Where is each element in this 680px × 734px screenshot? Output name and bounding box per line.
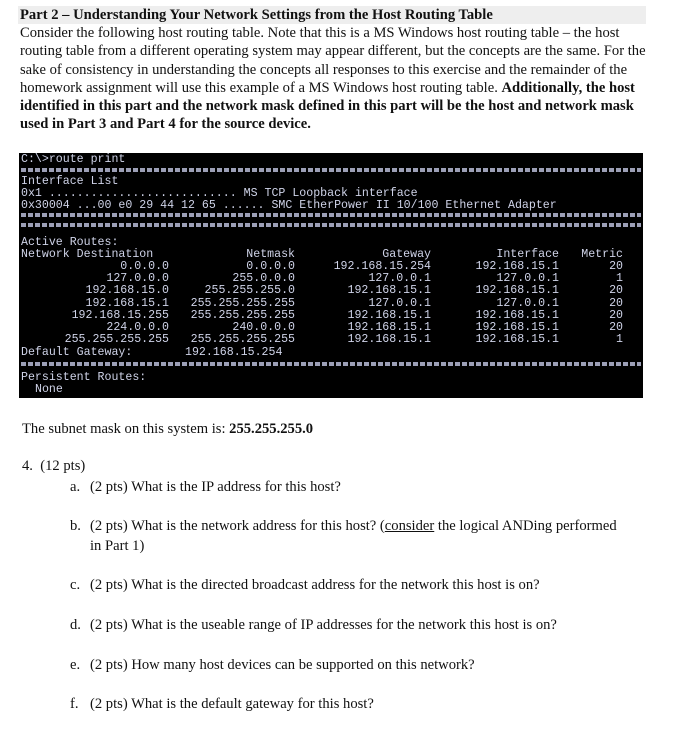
route-gateway-cell: 192.168.15.1 [347, 284, 431, 298]
interface-ethernet: 0x30004 ...00 e0 29 44 12 65 ...... SMC EtherPower II 10/100 Ethernet Adapter [21, 199, 557, 212]
header-destination: Network Destination [21, 248, 154, 261]
route-interface-cell: 192.168.15.1 [475, 308, 559, 322]
question-letter: e. [70, 657, 81, 673]
separator-line [21, 168, 641, 172]
route-interface-cell: 192.168.15.1 [475, 321, 559, 334]
route-gateway-cell: 192.168.15.254 [333, 260, 431, 273]
question-text [90, 516, 630, 556]
header-metric: Metric [581, 248, 623, 261]
route-metric-cell: 20 [609, 308, 623, 322]
section-title: Part 2 – Understanding Your Network Settings from the Host Routing Table [18, 6, 646, 24]
separator-line [21, 223, 641, 227]
question-text-part: (2 pts) What is the network address for this host? ( [90, 518, 385, 534]
intro-bold-text: Additionally, the host identified in this part and the network mask defined in this part will be the host and network mask used in Part 3 and Part 4 for the source device. [20, 79, 635, 133]
console-prompt: C:\>route print [21, 153, 126, 166]
active-routes-label: Active Routes: [21, 236, 119, 249]
question-letter: d. [70, 617, 81, 633]
route-metric-cell: 1 [616, 333, 623, 347]
persistent-routes-value: None [35, 383, 63, 396]
question-text: (2 pts) What is the directed broadcast address for the network this host is on? [90, 577, 540, 593]
route-interface-cell: 192.168.15.1 [475, 284, 559, 298]
route-netmask-cell: 255.255.255.255 [190, 333, 295, 347]
question-letter: f. [70, 696, 79, 712]
route-netmask-cell: 255.0.0.0 [232, 272, 295, 286]
route-netmask-cell: 0.0.0.0 [246, 260, 295, 273]
question-text-part: the logical ANDing performed in Part 1) [90, 518, 617, 554]
route-interface-cell: 127.0.0.1 [496, 296, 559, 310]
route-metric-cell: 20 [609, 296, 623, 310]
route-netmask-cell: 255.255.255.0 [204, 284, 295, 298]
route-netmask-cell: 255.255.255.255 [190, 308, 295, 322]
route-interface-cell: 127.0.0.1 [496, 272, 559, 286]
route-gateway-cell: 127.0.0.1 [368, 272, 431, 286]
route-interface-cell: 192.168.15.1 [475, 333, 559, 347]
separator-line [21, 362, 641, 366]
route-destination-cell: 255.255.255.255 [64, 333, 169, 347]
route-interface-cell: 192.168.15.1 [475, 260, 559, 273]
question-text: (2 pts) What is the IP address for this host? [90, 479, 341, 495]
route-destination-cell: 0.0.0.0 [120, 260, 169, 273]
header-netmask: Netmask [246, 248, 295, 261]
route-metric-cell: 20 [609, 260, 623, 273]
question-letter: b. [70, 518, 81, 534]
interface-list-label: Interface List [21, 175, 119, 188]
intro-paragraph [18, 24, 648, 133]
route-metric-cell: 20 [609, 321, 623, 334]
route-destination-cell: 224.0.0.0 [106, 321, 169, 334]
route-metric-cell: 1 [616, 272, 623, 286]
route-destination-cell: 192.168.15.255 [71, 308, 169, 322]
subnet-prefix: The subnet mask on this system is: [22, 421, 226, 437]
question-text: (2 pts) What is the default gateway for this host? [90, 696, 374, 712]
route-destination-cell: 192.168.15.1 [85, 296, 169, 310]
route-gateway-cell: 192.168.15.1 [347, 333, 431, 347]
default-gateway-value: 192.168.15.254 [185, 346, 283, 359]
document-body [18, 6, 648, 133]
separator-line [21, 213, 641, 217]
route-gateway-cell: 127.0.0.1 [368, 296, 431, 310]
persistent-routes-label: Persistent Routes: [21, 371, 147, 384]
header-gateway: Gateway [382, 248, 431, 261]
question-text: (2 pts) What is the useable range of IP addresses for the network this host is on? [90, 617, 557, 633]
route-print-console [19, 153, 643, 398]
route-destination-cell: 127.0.0.0 [106, 272, 169, 286]
underlined-word: consider [384, 518, 435, 534]
subnet-statement [22, 421, 313, 438]
header-interface: Interface [496, 248, 559, 261]
route-metric-cell: 20 [609, 284, 623, 298]
intro-plain-text: Consider the following host routing table. Note that this is a MS Windows host routing table – the host routing table from a different operating system may appear different, but the concepts are the same. For the sake of consistency in understanding the concepts all responses to this exercise and the remainder of the homework assignment will use this example of a MS Windows host routing table. [20, 25, 646, 96]
question-letter: a. [70, 479, 81, 495]
question-letter: c. [70, 577, 81, 593]
route-destination-cell: 192.168.15.0 [85, 284, 169, 298]
subnet-value: 255.255.255.0 [229, 421, 314, 437]
default-gateway-label: Default Gateway: [21, 346, 133, 359]
interface-loopback: 0x1 ........................... MS TCP Loopback interface [21, 187, 418, 200]
route-gateway-cell: 192.168.15.1 [347, 308, 431, 322]
question-text: (2 pts) How many host devices can be supported on this network? [90, 657, 475, 673]
route-gateway-cell: 192.168.15.1 [347, 321, 431, 334]
question-header: 4. (12 pts) [22, 458, 86, 474]
route-netmask-cell: 255.255.255.255 [190, 296, 295, 310]
route-netmask-cell: 240.0.0.0 [232, 321, 295, 334]
